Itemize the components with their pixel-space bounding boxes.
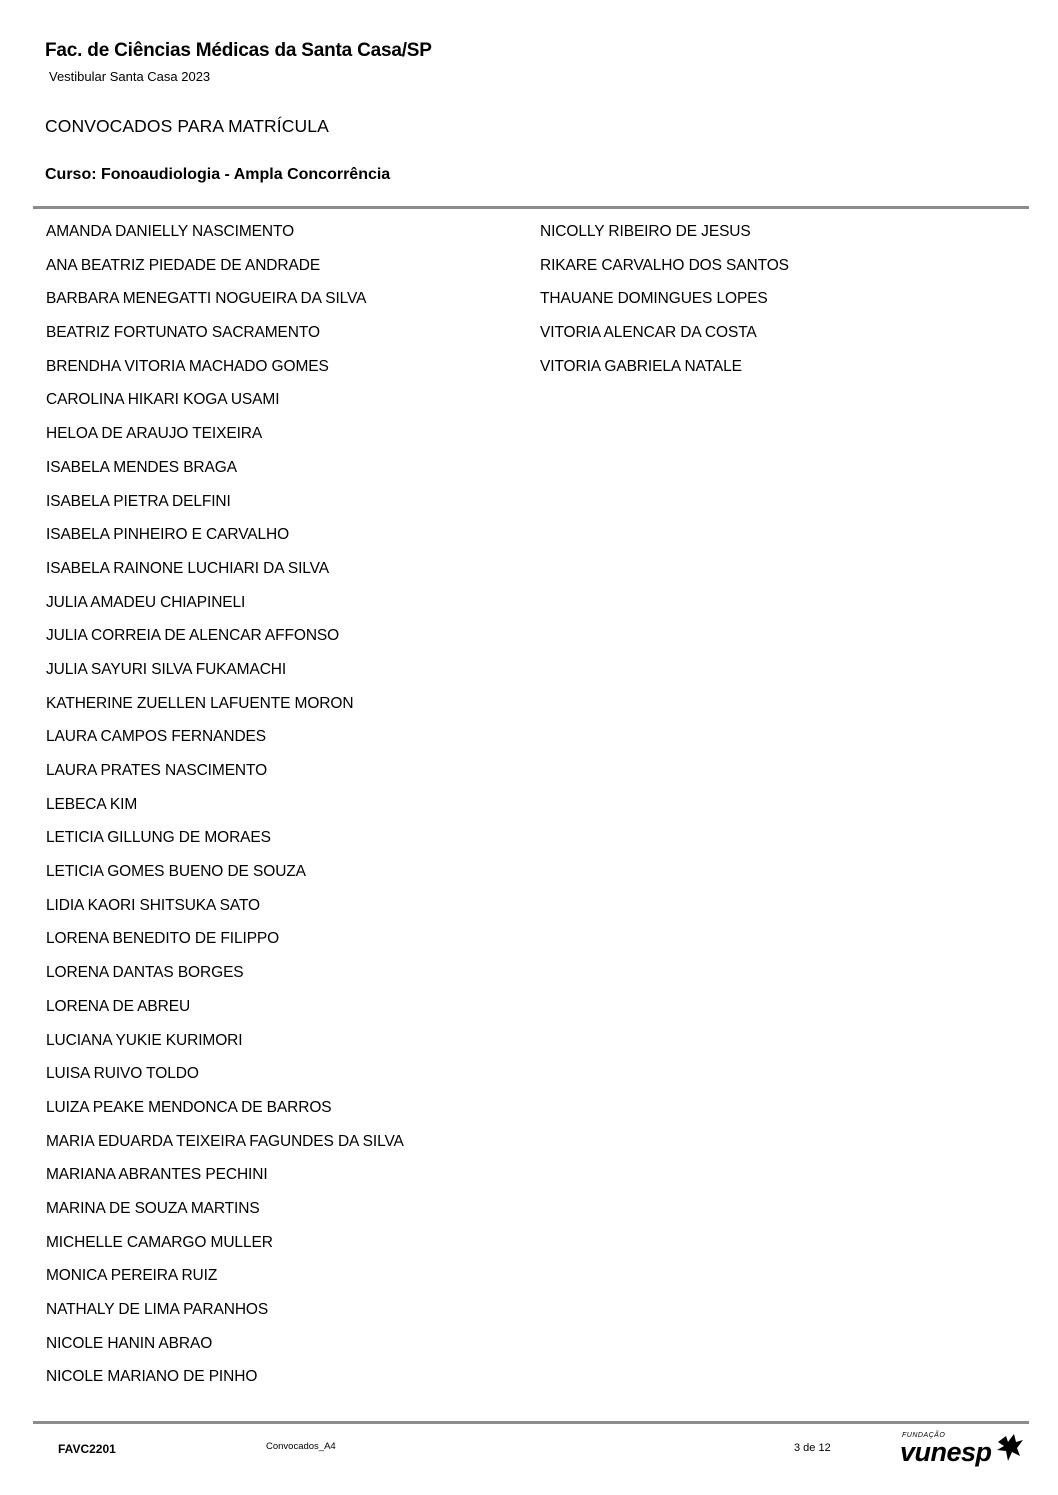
top-divider — [33, 206, 1029, 209]
list-item: NICOLLY RIBEIRO DE JESUS — [540, 223, 751, 240]
list-item: BRENDHA VITORIA MACHADO GOMES — [46, 357, 329, 375]
institution-title: Fac. de Ciências Médicas da Santa Casa/SP — [45, 40, 432, 61]
list-item: MONICA PEREIRA RUIZ — [46, 1267, 218, 1285]
list-item: NICOLE HANIN ABRAO — [46, 1334, 213, 1352]
list-item: LETICIA GILLUNG DE MORAES — [46, 829, 271, 847]
list-item: KATHERINE ZUELLEN LAFUENTE MORON — [46, 694, 354, 712]
list-item: ISABELA PIETRA DELFINI — [46, 492, 231, 510]
list-item: THAUANE DOMINGUES LOPES — [540, 290, 768, 308]
list-item: LORENA DANTAS BORGES — [46, 964, 244, 982]
list-item: ISABELA RAINONE LUCHIARI DA SILVA — [46, 559, 329, 577]
list-item: RIKARE CARVALHO DOS SANTOS — [540, 256, 789, 274]
footer-page-number: 3 de 12 — [794, 1442, 831, 1454]
list-item: MARIANA ABRANTES PECHINI — [46, 1166, 268, 1184]
vunesp-logo — [898, 1432, 1026, 1472]
bird-icon — [996, 1432, 1024, 1462]
names-list-right — [540, 222, 789, 390]
list-item: LETICIA GOMES BUENO DE SOUZA — [46, 863, 306, 881]
section-title: CONVOCADOS PARA MATRÍCULA — [45, 116, 329, 136]
list-item: MICHELLE CAMARGO MULLER — [46, 1233, 273, 1251]
list-item: CAROLINA HIKARI KOGA USAMI — [46, 391, 280, 409]
list-item: BARBARA MENEGATTI NOGUEIRA DA SILVA — [46, 290, 367, 308]
list-item: LAURA PRATES NASCIMENTO — [46, 762, 268, 779]
list-item: BEATRIZ FORTUNATO SACRAMENTO — [46, 324, 320, 342]
list-item: JULIA SAYURI SILVA FUKAMACHI — [46, 660, 287, 678]
list-item: ISABELA PINHEIRO E CARVALHO — [46, 526, 290, 544]
list-item: ISABELA MENDES BRAGA — [46, 458, 237, 476]
bottom-divider — [33, 1421, 1029, 1424]
list-item: LEBECA KIM — [46, 795, 138, 813]
exam-name: Vestibular Santa Casa 2023 — [49, 69, 211, 84]
list-item: NICOLE MARIANO DE PINHO — [46, 1368, 258, 1386]
logo-main-text: vunesp — [900, 1437, 992, 1467]
list-item: LORENA DE ABREU — [46, 997, 191, 1015]
list-item: JULIA AMADEU CHIAPINELI — [46, 593, 246, 611]
list-item: LORENA BENEDITO DE FILIPPO — [46, 930, 280, 948]
list-item: HELOA DE ARAUJO TEIXEIRA — [46, 425, 263, 443]
list-item: AMANDA DANIELLY NASCIMENTO — [46, 223, 295, 240]
list-item: VITORIA GABRIELA NATALE — [540, 357, 742, 375]
list-item: VITORIA ALENCAR DA COSTA — [540, 324, 757, 342]
list-item: MARINA DE SOUZA MARTINS — [46, 1199, 260, 1217]
list-item: MARIA EDUARDA TEIXEIRA FAGUNDES DA SILVA — [46, 1132, 404, 1150]
list-item: LIDIA KAORI SHITSUKA SATO — [46, 896, 260, 914]
course-title: Curso: Fonoaudiologia - Ampla Concorrência — [45, 166, 391, 183]
footer-document-name: Convocados_A4 — [266, 1441, 336, 1452]
list-item: LUCIANA YUKIE KURIMORI — [46, 1031, 243, 1049]
names-list-left — [46, 222, 404, 1401]
logo-small-text: FUNDAÇÃO — [902, 1432, 946, 1439]
list-item: LUIZA PEAKE MENDONCA DE BARROS — [46, 1098, 332, 1116]
footer-code: FAVC2201 — [58, 1442, 116, 1456]
list-item: ANA BEATRIZ PIEDADE DE ANDRADE — [46, 256, 321, 274]
list-item: NATHALY DE LIMA PARANHOS — [46, 1301, 269, 1318]
list-item: JULIA CORREIA DE ALENCAR AFFONSO — [46, 627, 340, 645]
list-item: LAURA CAMPOS FERNANDES — [46, 728, 267, 746]
list-item: LUISA RUIVO TOLDO — [46, 1065, 199, 1083]
